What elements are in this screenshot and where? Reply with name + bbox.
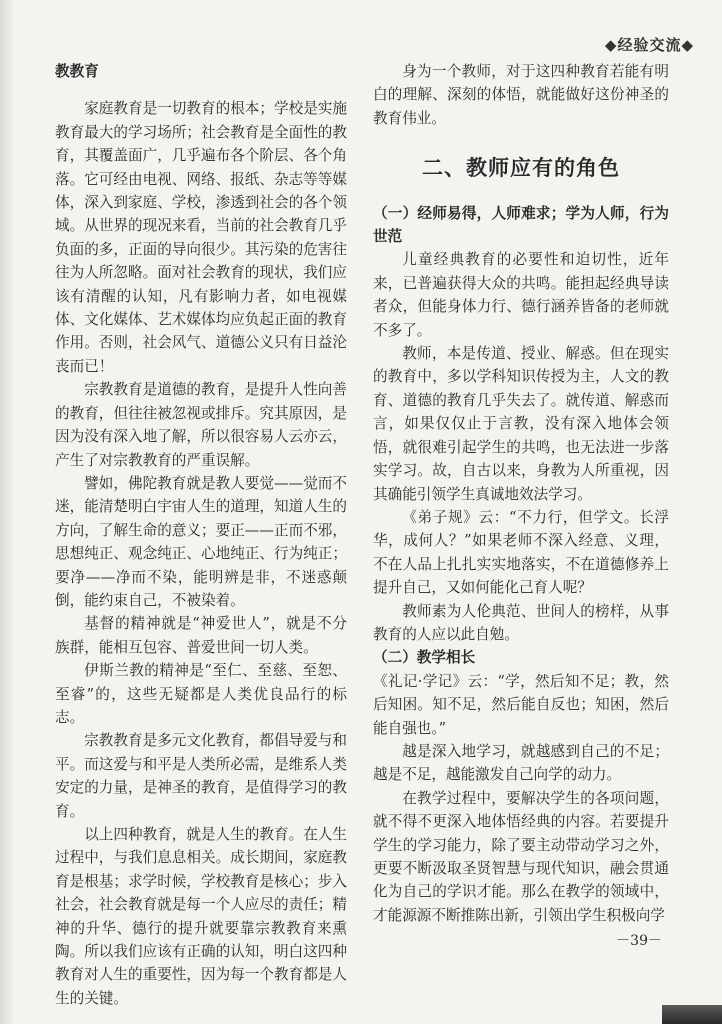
paragraph: 教师素为人伦典范、世间人的榜样，从事教育的人应以此自勉。 (373, 602, 669, 643)
section-header: ◆经验交流◆ (604, 36, 694, 54)
paragraph: 基督的精神就是“神爱世人”，就是不分族群，能相互包容、普爱世间一切人类。 (55, 615, 347, 656)
intro-paragraph: 身为一个教师，对于这四种教育若能有明白的理解、深刻的体悟，就能做好这份神圣的教育伟业。 (373, 63, 669, 127)
paragraph: 宗教教育是道德的教育，是提升人性向善的教育，但往往被忽视或排斥。究其原因，是因为没有深入地了解，所以很容易人云亦云，产生了对宗教教育的严重误解。 (55, 381, 347, 469)
paragraph: 教师，本是传道、授业、解惑。但在现实的教育中，多以学科知识传授为主，人文的教育、道德的教育几乎失去了。就传道、解惑而言，如果仅仅止于言教，没有深入地体会领悟，就很难引起学生的共鸣，也无法进一步落实学习。故，自古以来，身教为人所重视，因其确能引领学生真诚地效法学习。 (373, 345, 669, 503)
paragraph: 以上四种教育，就是人生的教育。在人生过程中，与我们息息相关。成长期间，家庭教育是根基；求学时候，学校教育是核心；步入社会，社会教育就是每一个人应尽的责任；精神的升华、德行的提升就要靠宗教教育来熏陶。所以我们应该有正确的认知，明白这四种教育对人生的重要性，因为每一个教育都是人生的关键。 (55, 826, 347, 1007)
section-title: 二、教师应有的角色 (422, 155, 620, 181)
left-heading: 教教育 (55, 63, 99, 80)
page-number: －39－ (616, 933, 662, 949)
paragraph: 譬如，佛陀教育就是教人要觉——觉而不迷，能清楚明白宇宙人生的道理，知道人生的方向，了解生命的意义；要正——正而不邪，思想纯正、观念纯正、心地纯正、行为纯正；要净——净而不染，能明辨是非，不迷惑颠倒，能约束自己，不被染着。 (55, 474, 347, 609)
paragraph: 《弟子规》云：“不力行，但学文。长浮华，成何人？”如果老师不深入经意、义理，不在人品上扎扎实实地落实，不在道德修养上提升自己，又如何能化己育人呢？ (373, 508, 669, 597)
paragraph: 家庭教育是一切教育的根本；学校是实施教育最大的学习场所；社会教育是全面性的教育，其覆盖面广，几乎遍布各个阶层、各个角落。它可经由电视、网络、报纸、杂志等等媒体，深入到家庭、学校，渗透到社会的各个领域。从世界的现况来看，当前的社会教育几乎负面的多，正面的导向很少。其污染的危害往往为人所忽略。面对社会教育的现状，我们应该有清醒的认知，凡有影响力者，如电视媒体、文化媒体、艺术媒体均应负起正面的教育作用。否则，社会风气、道德公义只有日益沦丧而已！ (55, 100, 347, 375)
paragraph: 伊斯兰教的精神是“至仁、至慈、至恕、至睿”的，这些无疑都是人类优良品行的标志。 (55, 662, 347, 726)
page-edge (662, 1005, 722, 1024)
right-column (373, 60, 669, 927)
paragraph: 宗教教育是多元文化教育，都倡导爱与和平。而这爱与和平是人类所必需，是维系人类安定的力量，是神圣的教育，是值得学习的教育。 (55, 732, 347, 820)
quote-paragraph: 《礼记·学记》云：“学，然后知不足；教，然后知困。知不足，然后能自反也；知困，然后能自强也。” (373, 672, 669, 737)
subsection-title-1: （一）经师易得，人师难求；学为人师，行为世范 (373, 204, 669, 246)
binding-shadow (0, 0, 14, 1024)
left-column (55, 60, 347, 1010)
paragraph: 儿童经典教育的必要性和迫切性，近年来，已普遍获得大众的共鸣。能担起经典导读者众，但能身体力行、德行涵养皆备的老师就不多了。 (373, 251, 669, 339)
paragraph: 越是深入地学习，就越感到自己的不足；越是不足，越能激发自己向学的动力。 (373, 742, 669, 784)
subsection-title-2: （二）教学相长 (373, 649, 476, 667)
paragraph: 在教学过程中，要解决学生的各项问题，就不得不更深入地体悟经典的内容。若要提升学生的学习能力，除了要主动带动学习之外，更要不断汲取圣贤智慧与现代知识，融会贯通化为自己的学识才能。那么在教学的领域中，才能源源不断推陈出新，引领出学生积极向学 (373, 789, 669, 924)
